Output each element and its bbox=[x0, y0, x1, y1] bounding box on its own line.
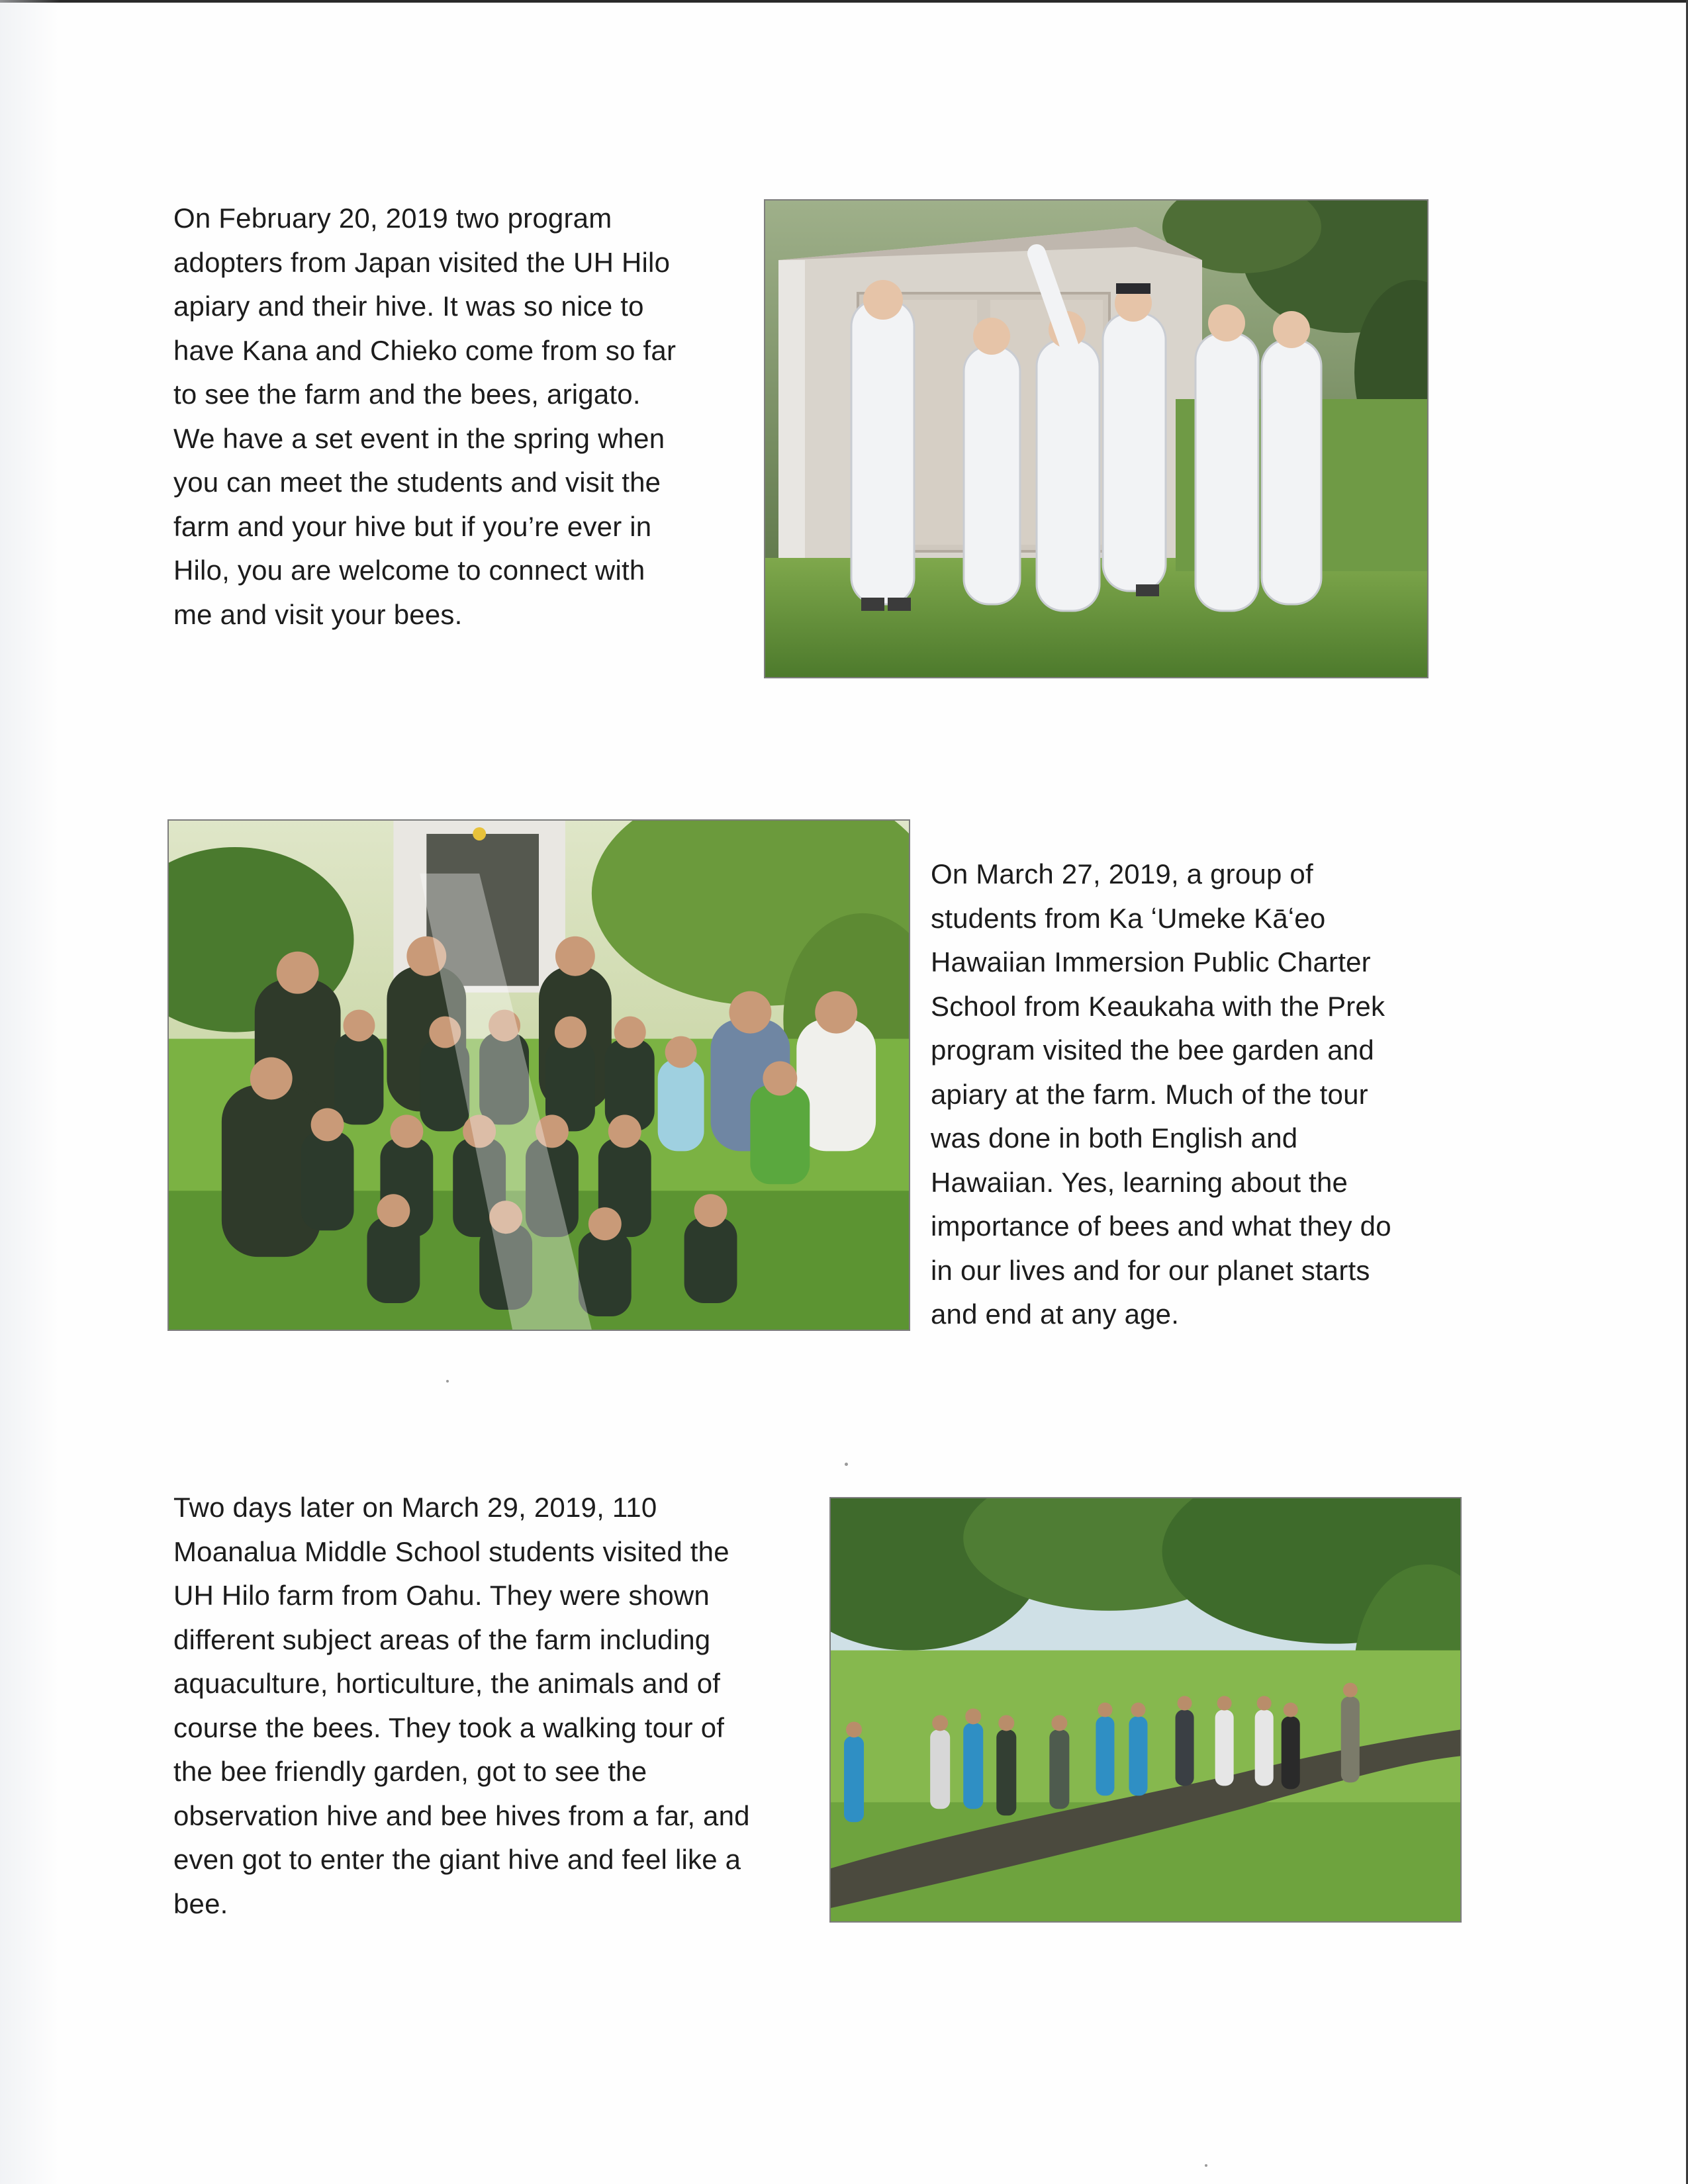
text-line: Hawaiian Immersion Public Charter bbox=[931, 946, 1371, 978]
paragraph-preschool-visit bbox=[931, 852, 1391, 1337]
text-line: On February 20, 2019 two program bbox=[173, 203, 612, 234]
paragraph-middle-school-visit bbox=[173, 1486, 750, 1926]
photo-garden-walk-illustration bbox=[831, 1498, 1460, 1921]
text-line: course the bees. They took a walking tour of bbox=[173, 1711, 725, 1743]
text-line: program visited the bee garden and bbox=[931, 1034, 1374, 1066]
text-line: Moanalua Middle School students visited the bbox=[173, 1535, 729, 1567]
text-line: Two days later on March 29, 2019, 110 bbox=[173, 1492, 657, 1523]
photo-preschool-illustration bbox=[169, 821, 909, 1330]
text-line: even got to enter the giant hive and feel like a bbox=[173, 1844, 741, 1875]
text-line: in our lives and for our planet starts bbox=[931, 1254, 1370, 1286]
text-line: was done in both English and bbox=[931, 1122, 1298, 1154]
text-line: aquaculture, horticulture, the animals and of bbox=[173, 1668, 721, 1699]
scan-speck bbox=[446, 1380, 449, 1383]
text-line: On March 27, 2019, a group of bbox=[931, 858, 1313, 889]
text-line: apiary and their hive. It was so nice to bbox=[173, 291, 644, 322]
scan-speck bbox=[1205, 2164, 1207, 2167]
photo-beekeepers-in-suits bbox=[764, 199, 1429, 678]
text-line: adopters from Japan visited the UH Hilo bbox=[173, 246, 671, 278]
text-line: the bee friendly garden, got to see the bbox=[173, 1756, 647, 1787]
photo-preschool-group bbox=[167, 819, 910, 1331]
text-line: Hawaiian. Yes, learning about the bbox=[931, 1166, 1348, 1198]
text-line: you can meet the students and visit the bbox=[173, 467, 661, 498]
text-line: observation hive and bee hives from a far, and bbox=[173, 1799, 750, 1831]
paragraph-japan-visit bbox=[173, 197, 676, 637]
photo-beekeepers-illustration bbox=[765, 201, 1427, 677]
text-line: farm and your hive but if you’re ever in bbox=[173, 510, 652, 542]
scan-shadow bbox=[0, 0, 60, 2184]
scan-edge-top bbox=[0, 0, 1688, 3]
text-line: to see the farm and the bees, arigato. bbox=[173, 379, 641, 410]
text-line: apiary at the farm. Much of the tour bbox=[931, 1078, 1368, 1110]
text-line: importance of bees and what they do bbox=[931, 1210, 1391, 1242]
text-line: UH Hilo farm from Oahu. They were shown bbox=[173, 1580, 710, 1611]
text-line: students from Ka ʻUmeke Kāʻeo bbox=[931, 902, 1326, 934]
text-line: me and visit your bees. bbox=[173, 598, 463, 630]
scan-speck bbox=[845, 1463, 848, 1466]
text-line: bee. bbox=[173, 1888, 228, 1919]
text-line: have Kana and Chieko come from so far bbox=[173, 334, 677, 366]
text-line: We have a set event in the spring when bbox=[173, 422, 665, 454]
text-line: different subject areas of the farm including bbox=[173, 1623, 711, 1655]
photo-students-garden-walk bbox=[829, 1497, 1462, 1923]
text-line: School from Keaukaha with the Prek bbox=[931, 990, 1385, 1022]
text-line: and end at any age. bbox=[931, 1298, 1180, 1330]
text-line: Hilo, you are welcome to connect with bbox=[173, 555, 645, 586]
